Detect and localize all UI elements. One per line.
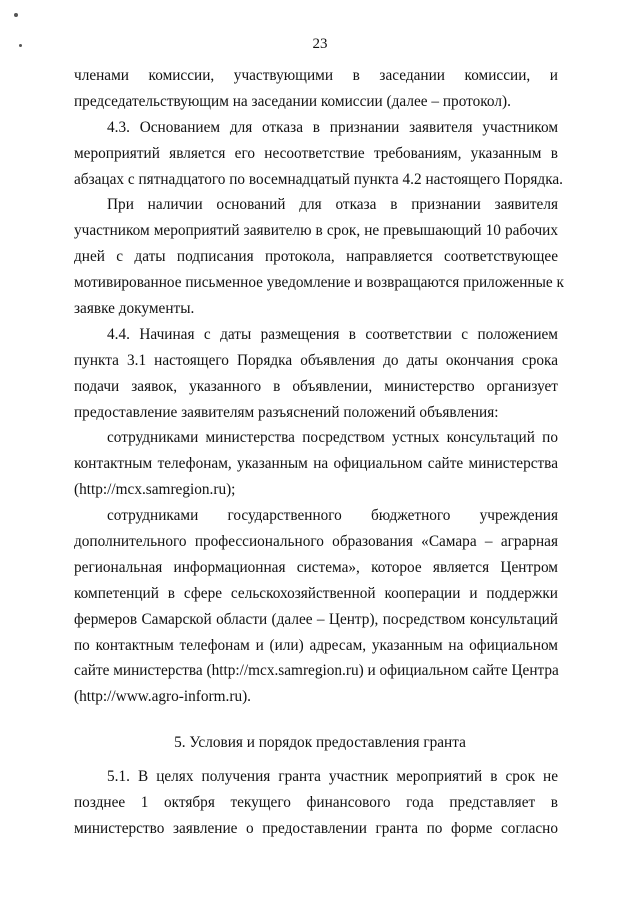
text-line: председательствующим на заседании комиссии (далее – протокол). — [74, 92, 511, 110]
text-line: мероприятий является его несоответствие требованиям, указанным в — [74, 144, 558, 162]
text-line: мотивированное письменное уведомление и возвращаются приложенные к — [74, 274, 564, 292]
text-line: абзацах с пятнадцатого по восемнадцатый пункта 4.2 настоящего Порядка. — [74, 170, 564, 188]
text-line: по контактным телефонам и (или) адресам, указанным на официальном — [74, 636, 558, 654]
text-line: позднее 1 октября текущего финансового года представляет в — [74, 793, 558, 811]
text-line: подачи заявок, указанного в объявлении, министерство организует — [74, 377, 558, 395]
text-line: предоставление заявителям разъяснений положений объявления: — [74, 403, 499, 421]
text-line: 4.3. Основанием для отказа в признании заявителя участником — [107, 118, 558, 136]
section-heading: 5. Условия и порядок предоставления гранта — [174, 734, 466, 751]
text-line: сайте министерства (http://mcx.samregion.ru) и официальном сайте Центра — [74, 662, 559, 680]
text-line: участником мероприятий заявителю в срок, не превышающий 10 рабочих — [74, 222, 558, 240]
text-line: сотрудниками министерства посредством устных консультаций по — [107, 429, 558, 447]
text-line: (http://mcx.samregion.ru); — [74, 481, 236, 499]
text-line: (http://www.agro-inform.ru). — [74, 688, 252, 706]
text-line: 4.4. Начиная с даты размещения в соответствии с положением — [107, 325, 558, 343]
section-5-text — [74, 764, 558, 842]
text-line: пункта 3.1 настоящего Порядка объявления до даты окончания срока — [74, 351, 558, 369]
scan-speck — [14, 13, 18, 17]
text-line: фермеров Самарской области (далее – Центр), посредством консультаций — [74, 610, 558, 628]
text-line: При наличии оснований для отказа в признании заявителя — [107, 196, 558, 214]
text-line: дней с даты подписания протокола, направляется соответствующее — [74, 248, 558, 266]
text-line: заявке документы. — [74, 300, 195, 318]
text-line: компетенций в сфере сельскохозяйственной кооперации и поддержки — [74, 584, 558, 602]
body-text — [74, 63, 564, 710]
page-number: 23 — [312, 36, 328, 52]
text-line: контактным телефонам, указанным на официальном сайте министерства — [74, 455, 558, 473]
text-line: членами комиссии, участвующими в заседании комиссии, и — [74, 67, 558, 84]
text-line: 5.1. В целях получения гранта участник мероприятий в срок не — [107, 768, 558, 785]
text-line: министерство заявление о предоставлении гранта по форме согласно — [74, 819, 558, 837]
text-line: сотрудниками государственного бюджетного учреждения — [107, 507, 558, 525]
text-line: дополнительного профессионального образования «Самара – аграрная — [74, 533, 558, 551]
text-line: региональная информационная система», которое является Центром — [74, 558, 558, 576]
